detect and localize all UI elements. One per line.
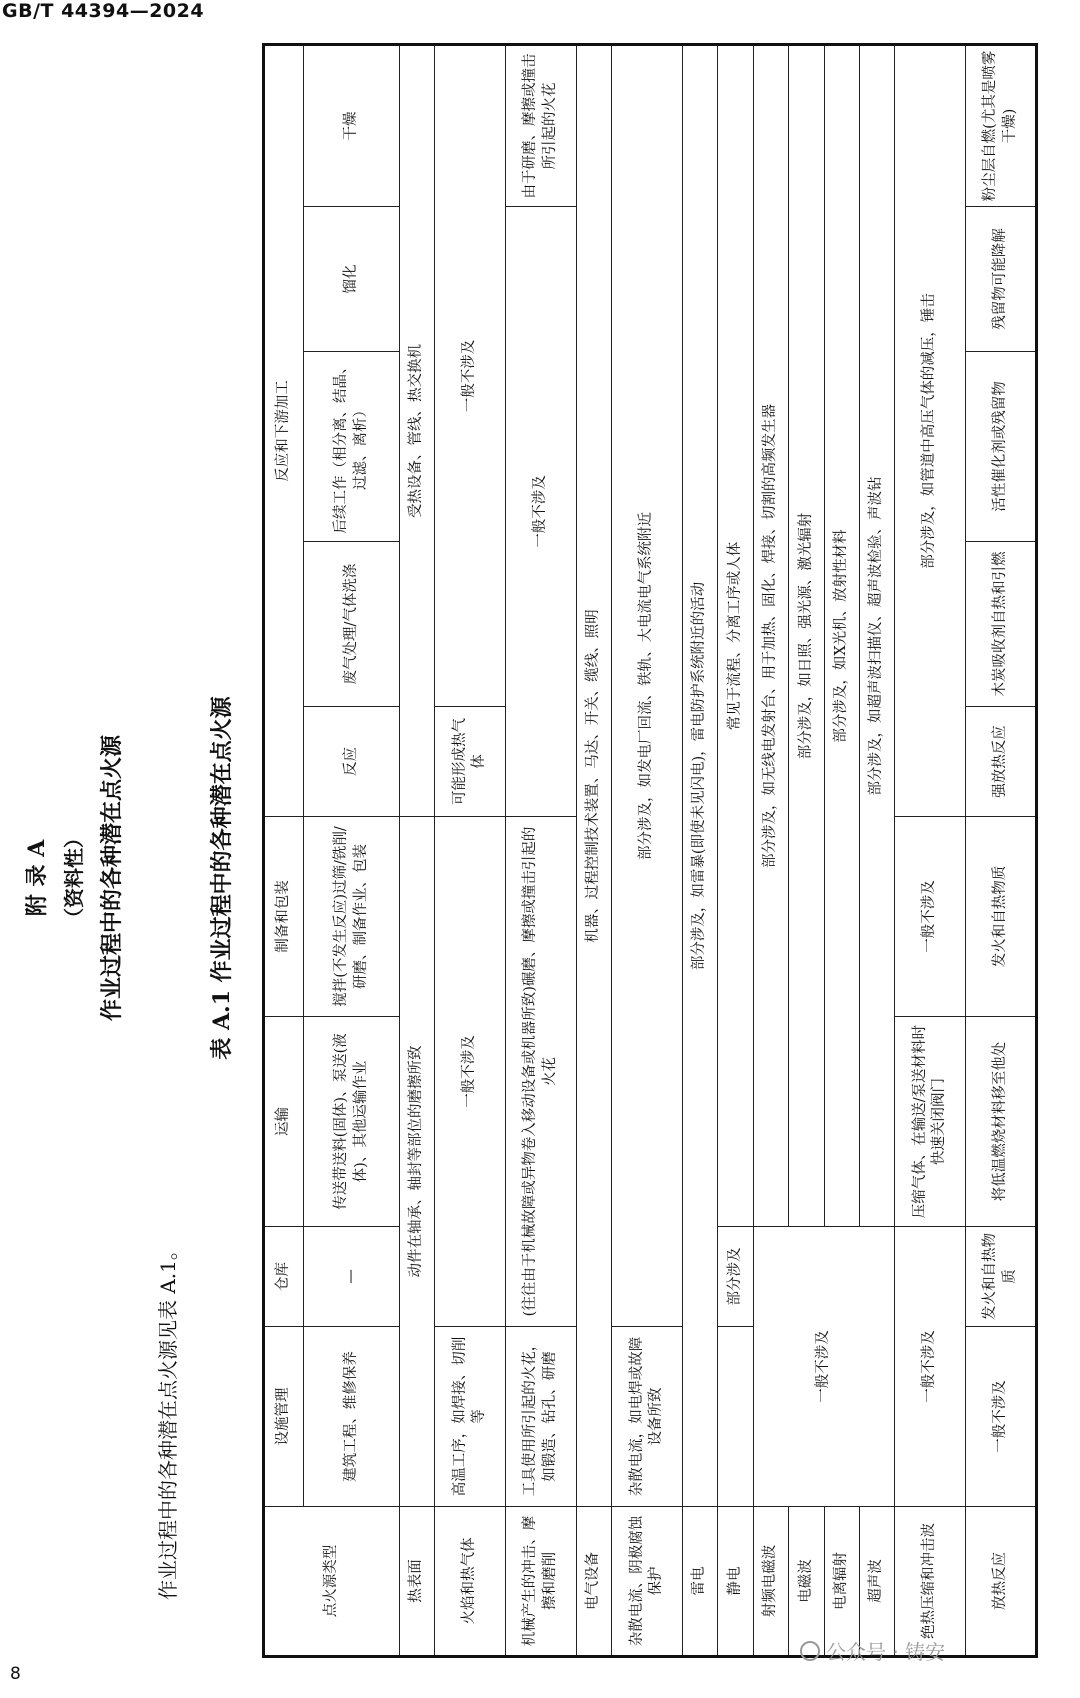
cell-electrical: 机器、过程控制技术装置、马达、开关、缆线、照明 xyxy=(576,44,611,1506)
header-reaction-group: 反应和下游加工 xyxy=(264,44,304,816)
header-dry: 干燥 xyxy=(304,44,400,206)
table-row xyxy=(400,44,435,1656)
sub-warehouse: — xyxy=(304,1227,400,1327)
cell-ion-rest: 部分涉及，如X光机、放射性材料 xyxy=(824,44,859,1226)
wechat-icon xyxy=(800,1641,820,1661)
cell-exo-prep: 发火和自热物质 xyxy=(966,817,1037,1017)
row-type-flame: 火焰和热气体 xyxy=(435,1507,506,1657)
cell-flame-facility: 高温工序，如焊接、切削等 xyxy=(435,1327,506,1507)
row-type-lightning: 雷电 xyxy=(683,1507,718,1657)
intro-text: 作业过程中的各种潜在点火源见表 A.1。 xyxy=(156,1240,180,1600)
table-row xyxy=(506,44,577,1656)
cell-adiabatic-prep: 一般不涉及 xyxy=(895,817,966,1017)
cell-mech-mid: (往往由于机械故障或异物卷入移动设备或机器所致)碾磨、摩擦或撞击引起的火花 xyxy=(506,817,577,1327)
cell-exo-warehouse: 发火和自热物质 xyxy=(966,1227,1037,1327)
appendix-title: 附 录 A xyxy=(24,839,50,917)
watermark-text: 公众号 · 铸安 xyxy=(826,1640,946,1664)
ignition-source-table xyxy=(262,43,1038,1658)
cell-flame-rest: 一般不涉及 xyxy=(435,44,506,706)
cell-stray-facility: 杂散电流，如电焊或故障设备所致 xyxy=(612,1327,683,1507)
header-distill: 馏化 xyxy=(304,207,400,352)
row-type-static: 静电 xyxy=(718,1507,753,1657)
cell-adiabatic-transport: 压缩气体、在输送/泵送材料时快速关闭阀门 xyxy=(895,1017,966,1227)
cell-exo-transport: 将低温燃烧材料移至他处 xyxy=(966,1017,1037,1227)
cell-lightning: 部分涉及，如雷暴(即使未见闪电)，雷电防护系统附近的活动 xyxy=(683,44,718,1506)
cell-adiabatic-na: 一般不涉及 xyxy=(895,1227,966,1507)
cell-mech-rest: 一般不涉及 xyxy=(506,207,577,817)
cell-mech-facility: 工具使用所引起的火花，如锻造、钻孔、研磨 xyxy=(506,1327,577,1507)
cell-flame-mid: 一般不涉及 xyxy=(435,817,506,1327)
table-row xyxy=(435,44,506,1656)
header-exhaust: 废气处理/气体洗涤 xyxy=(304,542,400,707)
cell-hot-surface-a: 动件在轴承、轴封等部位的磨擦所致 xyxy=(400,817,435,1507)
row-type-stray: 杂散电流、阴极腐蚀保护 xyxy=(612,1507,683,1657)
appendix-name: 作业过程中的各种潜在点火源 xyxy=(99,735,125,1022)
cell-flame-reaction: 可能形成热气体 xyxy=(435,707,506,817)
header-followup: 后续工作（相分离、结晶、过滤、离析） xyxy=(304,352,400,542)
cell-us-rest: 部分涉及，如超声波扫描仪、超声波检验、声波钻 xyxy=(859,44,894,1226)
sub-facility: 建筑工程、维修保养 xyxy=(304,1327,400,1507)
table-row xyxy=(683,44,718,1656)
cell-mech-dry: 由于研磨、摩擦或撞击所引起的火花 xyxy=(506,44,577,206)
cell-exo-followup: 活性催化剂或残留物 xyxy=(966,352,1037,542)
row-type-adiabatic: 绝热压缩和冲击波 xyxy=(895,1507,966,1657)
cell-static-warehouse: 部分涉及 xyxy=(718,1227,753,1327)
sub-transport: 传送带送料(固体)、泵送(液体)、其他运输作业 xyxy=(304,1017,400,1227)
sub-prep: 搅拌(不发生反应)过筛/铣削/研磨、制备作业、包装 xyxy=(304,817,400,1017)
header-transport: 运输 xyxy=(264,1017,304,1227)
row-type-em: 电磁波 xyxy=(789,1507,824,1657)
header-facility: 设施管理 xyxy=(264,1327,304,1507)
watermark xyxy=(800,1636,945,1665)
cell-exo-dry: 粉尘层自燃(尤其是喷雾干燥) xyxy=(966,44,1037,206)
cell-exo-facility: 一般不涉及 xyxy=(966,1327,1037,1507)
row-type-rf: 射频电磁波 xyxy=(753,1507,788,1657)
cell-adiabatic-rest: 部分涉及，如管道中高压气体的减压，锤击 xyxy=(895,44,966,816)
cell-stray-rest: 部分涉及，如发电厂回流、铁轨、大电流电气系统附近 xyxy=(612,44,683,1326)
table-row xyxy=(753,44,788,1656)
row-type-mech: 机械产生的冲击、摩擦和磨削 xyxy=(506,1507,577,1657)
appendix-subtitle: （资料性） xyxy=(62,828,86,928)
cell-rf-na: 一般不涉及 xyxy=(753,1227,895,1507)
table-row xyxy=(895,44,966,1656)
header-reaction: 反应 xyxy=(304,707,400,817)
page-number: 8 xyxy=(10,1664,21,1684)
row-type-electrical: 电气设备 xyxy=(576,1507,611,1657)
cell-exo-exhaust: 木炭吸收剂自热和引燃 xyxy=(966,542,1037,707)
row-type-us: 超声波 xyxy=(859,1507,894,1657)
row-type-ion: 电离辐射 xyxy=(824,1507,859,1657)
table-row xyxy=(612,44,683,1656)
cell-static-rest: 常见于流程、分离工序或人体 xyxy=(718,44,753,1226)
cell-exo-reaction: 强放热反应 xyxy=(966,707,1037,817)
cell-em-rest: 部分涉及，如日照、强光源、激光辐射 xyxy=(789,44,824,1226)
header-type: 点火源类型 xyxy=(264,1507,400,1657)
row-type-exo: 放热反应 xyxy=(966,1507,1037,1657)
cell-exo-distill: 残留物可能降解 xyxy=(966,207,1037,352)
cell-rf-rest: 部分涉及，如无线电发射台、用于加热、固化、焊接、切割的高频发生器 xyxy=(753,44,788,1226)
table-row xyxy=(718,44,753,1656)
table-row xyxy=(576,44,611,1656)
standard-header: GB/T 44394—2024 xyxy=(2,0,205,22)
table-caption: 表 A.1 作业过程中的各种潜在点火源 xyxy=(209,696,235,1060)
cell-hot-surface-b: 受热设备、管线、热交换机 xyxy=(400,44,435,816)
header-prep: 制备和包装 xyxy=(264,817,304,1017)
header-warehouse: 仓库 xyxy=(264,1227,304,1327)
row-type-hot-surface: 热表面 xyxy=(400,1507,435,1657)
table-row xyxy=(966,44,1037,1656)
